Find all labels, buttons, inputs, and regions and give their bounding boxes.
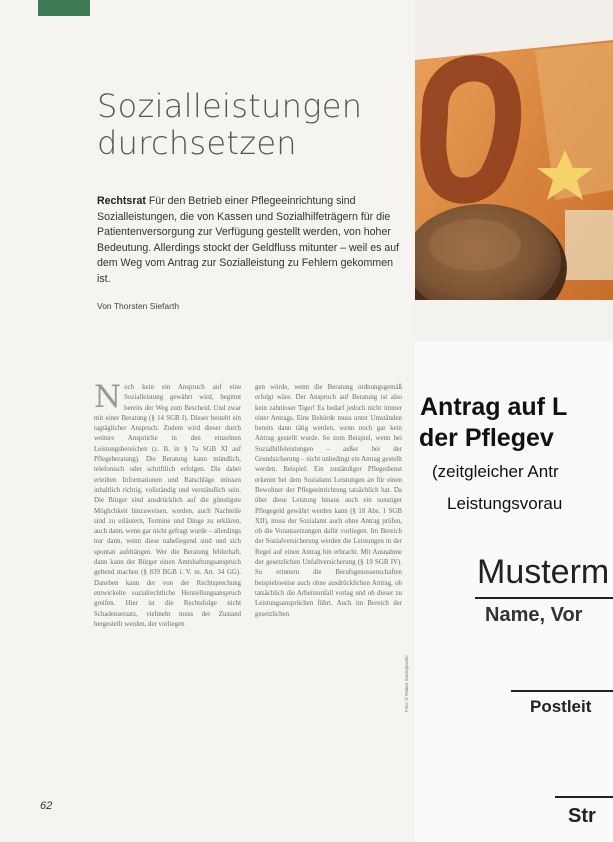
lead-label: Rechtsrat — [97, 195, 146, 207]
byline: Von Thorsten Siefarth — [97, 301, 180, 311]
illustration-page — [415, 0, 613, 842]
form-field-name-label: Name, Vor — [485, 604, 583, 626]
article-lead — [97, 194, 401, 288]
form-field-postcode-label: Postleit — [530, 697, 592, 716]
lead-text: Für den Betrieb einer Pflegeeinrichtung sind Sozialleistungen, die von Kassen und Sozialhilfeträgern für die Patientenversorgung zur Verfügung gestellt werden, von hoher Bedeutung. Allerdings stockt der Geldfluss mitunter – weil es auf dem Weg vom Antrag zur Sozialleistung zu Fehlern gekommen ist. — [97, 195, 400, 285]
body-text-column-1: och kein ein Anspruch auf eine Sozialleistung gewährt wird, beginnt bereits der Weg zum Bescheid. Und zwar mit einer Beratung (§ 14 SGB I). Dieser besteht ein tagtäglicher Anspruch. Zudem wird dieser durch weitere Ansprüche in den einzelnen Leistungsbereichen (z. B. in § 7a SGB XI auf Pflegeberatung). Die Beratung kann mündlich, telefonisch oder schriftlich erfolgen. Die dabei erteilten Informationen und Ratschläge müssen inhaltlich richtig, vollständig und verständlich sein. Die Bürger sind ausdrücklich auf die günstigste Möglichkeit hinzuweisen, werden, auch Nachteile sind zu erläutern, Termine und Dinge zu erklären, auch dann, wenn gar nicht gefragt wurde – allerdings nur dann, wenn diese naheliegend sind und sich spontan aufdrängen. Wer die Beratung fehlerhaft, dann kann der Bürger einen Amtshaftungsanspruch geltend machen (§ 839 BGB i. V. m. Art. 34 GG). Daneben kann der von der Rechtsprechung entwickelte sozialrechtliche Herstellungsanspruch greifen. Hier ist die Rechtsfolge nicht Schadensersatz, vielmehr muss der Zustand hergestellt werden, der vorliegen — [94, 384, 241, 628]
title-line-1: Sozialleistungen — [97, 87, 363, 125]
body-column-2: gen würde, wenn die Beratung ordnungsgemäß erfolgt wäre. Der Anspruch auf Beratung ist also kein zahnloser Tiger! Es bedarf jedoch nicht immer einer Antrags. Eine Behörde muss unter Umständen bereits dann tätig werden, wenn noch gar kein Antrag gestellt wurde. So zum Beispiel, wenn bei Sozialhilfeleistungen – außer bei der Grundsicherung – nicht unbedingt ein Antrag gestellt werden. Beispiel: Ein zuständiger Pflegedienst erkennt bei dem Sozialamt Leistungen an für einen Bewohner der Pflegeeinrichtung tatsächlich hat. Da über diese Leistung hinaus auch ein sonstiger Pflegegeld gewährt werden kann (§ 18 Abs. 1 SGB XII), muss der Sozialamt auch ohne Antrag prüfen, ob die Voraussetzungen dafür vorliegen. Im Bereich der Sozialversicherung werden die Leistungen in der Regel auf einen Antrag hin erbracht. Mit Ausnahme der gesetzlichen Unfallversicherung (§ 19 SGB IV). So erinnern die Berufsgenossenschaften beispielsweise auch ohne ausdrücklichen Antrag, ob tatsächlich die Arbeitsunfall vorlag und ob dieser zu Leistungsansprüchen führt. Auch im Bereich der gesetzlichen — [255, 384, 402, 618]
form-field-street-label: Str — [568, 805, 596, 827]
form-heading-line-1: Antrag auf L — [420, 393, 568, 421]
form-subheading-line-1: (zeitgleicher Antr — [432, 462, 559, 481]
form-line-2 — [511, 690, 613, 692]
banknote-coin-illustration — [415, 0, 613, 342]
page-number: 62 — [40, 800, 53, 812]
section-color-tab — [38, 0, 90, 16]
form-subheading-line-2: Leistungsvorau — [447, 494, 563, 513]
form-heading-line-2: der Pflegev — [419, 424, 554, 452]
article-title — [97, 88, 397, 162]
form-sample-name: Musterm — [477, 553, 610, 591]
euro-banknote-coin-photo — [415, 0, 613, 342]
photo-credit: Foto: © Rainer Sturm/pixelio — [404, 655, 409, 712]
drop-cap: N — [94, 379, 122, 415]
body-column-1 — [94, 379, 241, 630]
title-line-2: durchsetzen — [97, 124, 297, 162]
form-line-1 — [475, 597, 613, 599]
form-line-3 — [555, 796, 613, 798]
